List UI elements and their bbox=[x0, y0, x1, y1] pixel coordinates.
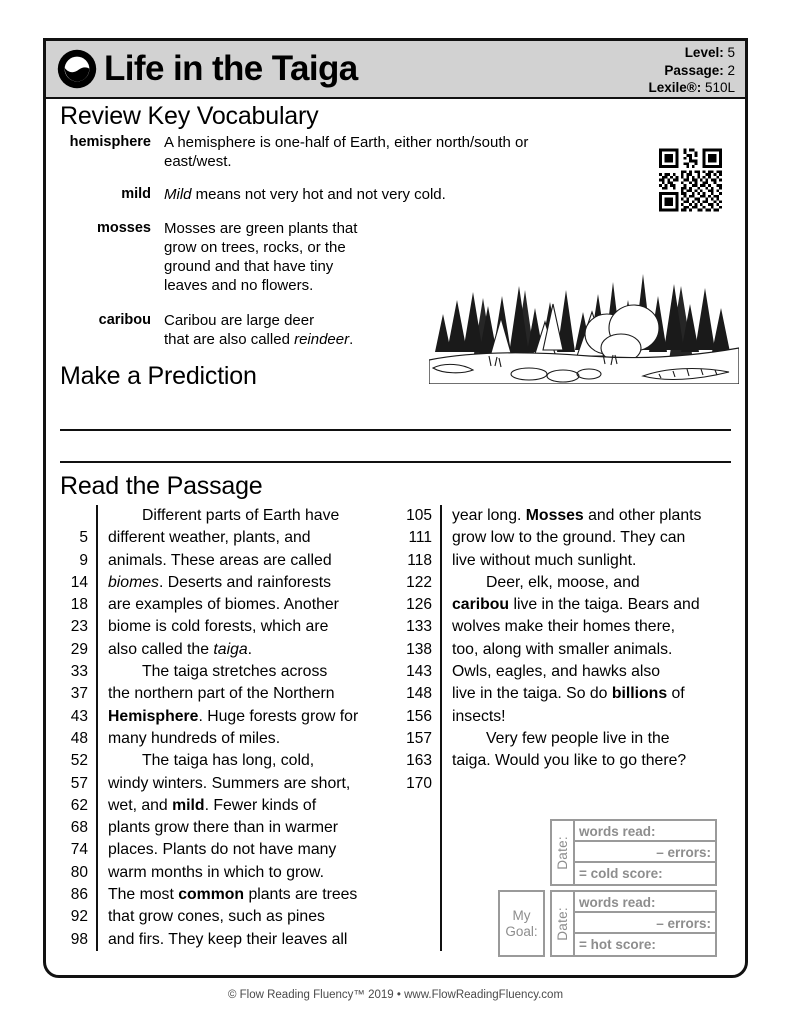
passage-line: live without much sunlight. bbox=[452, 551, 637, 569]
passage-line: warm months in which to grow. bbox=[108, 863, 324, 881]
passage-line: places. Plants do not have many bbox=[108, 841, 337, 859]
hot-errors[interactable]: – errors: bbox=[575, 913, 715, 934]
line-number: 133 bbox=[406, 618, 432, 636]
score-tracker bbox=[498, 815, 717, 957]
line-number: 126 bbox=[406, 596, 432, 614]
passage-line: Different parts of Earth have bbox=[142, 507, 340, 524]
line-number: 170 bbox=[406, 774, 432, 792]
passage-line: Deer, elk, moose, and bbox=[486, 573, 640, 591]
vocabulary-heading: Review Key Vocabulary bbox=[60, 102, 319, 130]
line-number bbox=[58, 505, 88, 527]
passage-line: many hundreds of miles. bbox=[108, 729, 281, 747]
meta-lexile-key: Lexile®: bbox=[648, 80, 702, 95]
line-number: 80 bbox=[70, 863, 88, 881]
line-number-column-left bbox=[58, 505, 96, 951]
vocab-definition: Mild means not very hot and not very cold. bbox=[164, 186, 446, 203]
meta-passage bbox=[648, 62, 735, 80]
vocab-term: mild bbox=[121, 186, 151, 202]
meta-level bbox=[648, 44, 735, 62]
cold-score-lines bbox=[575, 821, 715, 884]
line-number: 111 bbox=[408, 529, 432, 547]
passage-line: also called the taiga. bbox=[108, 640, 253, 658]
my-goal-box[interactable] bbox=[498, 890, 545, 957]
passage-line: different weather, plants, and bbox=[108, 529, 311, 547]
vocab-term: hemisphere bbox=[69, 134, 151, 150]
line-number: 57 bbox=[70, 774, 88, 792]
flow-drop-logo-icon bbox=[57, 49, 97, 89]
passage-line: The most common plants are trees bbox=[108, 886, 358, 904]
passage-line: The taiga has long, cold, bbox=[142, 752, 315, 770]
line-number: 52 bbox=[70, 752, 88, 770]
line-number-column-right bbox=[402, 505, 440, 951]
passage-line: caribou live in the taiga. Bears and bbox=[452, 596, 700, 614]
passage-line: wet, and mild. Fewer kinds of bbox=[108, 796, 317, 814]
line-number: 163 bbox=[406, 752, 432, 770]
date-cell-cold[interactable] bbox=[552, 821, 575, 884]
line-number: 148 bbox=[406, 685, 432, 703]
line-number: 122 bbox=[406, 573, 432, 591]
hot-score[interactable]: = hot score: bbox=[579, 937, 656, 952]
cold-errors[interactable]: – errors: bbox=[575, 842, 715, 863]
passage-text-left bbox=[98, 505, 380, 951]
passage-line bbox=[452, 773, 740, 795]
prediction-heading: Make a Prediction bbox=[60, 362, 257, 390]
worksheet-page bbox=[43, 38, 748, 1001]
prediction-write-line-2[interactable] bbox=[60, 461, 731, 463]
cold-score-block bbox=[550, 819, 717, 886]
date-cell-hot[interactable] bbox=[552, 892, 575, 955]
passage-line: biome is cold forests, which are bbox=[108, 618, 329, 636]
hot-score-lines bbox=[575, 892, 715, 955]
line-number: 23 bbox=[70, 618, 88, 636]
date-label: Date: bbox=[555, 906, 570, 941]
vocab-entry bbox=[46, 133, 745, 171]
line-number: 92 bbox=[70, 908, 88, 926]
prediction-spacer bbox=[46, 431, 745, 461]
vocabulary-list bbox=[46, 133, 745, 349]
passage-line: The taiga stretches across bbox=[142, 663, 328, 681]
header-meta bbox=[648, 44, 735, 97]
footer-copyright: © Flow Reading Fluency™ 2019 • www.FlowReadingFluency.com bbox=[227, 989, 564, 1001]
page-title: Life in the Taiga bbox=[104, 48, 358, 88]
line-number: 105 bbox=[406, 507, 432, 524]
date-label: Date: bbox=[555, 835, 570, 870]
passage-line: the northern part of the Northern bbox=[108, 685, 335, 703]
line-number: 9 bbox=[79, 551, 88, 569]
passage-line: wolves make their homes there, bbox=[452, 618, 676, 636]
cold-score[interactable]: = cold score: bbox=[579, 866, 663, 881]
line-number: 98 bbox=[70, 930, 88, 948]
meta-passage-value: 2 bbox=[727, 62, 735, 78]
passage-line: windy winters. Summers are short, bbox=[108, 774, 351, 792]
passage-line: Hemisphere. Huge forests grow for bbox=[108, 707, 359, 725]
passage-line: Owls, eagles, and hawks also bbox=[452, 663, 661, 681]
line-number: 29 bbox=[70, 640, 88, 658]
prediction-spacer bbox=[46, 393, 745, 429]
passage-column-left bbox=[58, 505, 380, 951]
vocab-term: caribou bbox=[98, 312, 151, 328]
passage-line: too, along with smaller animals. bbox=[452, 640, 673, 658]
line-number: 48 bbox=[70, 729, 88, 747]
meta-level-value: 5 bbox=[727, 45, 735, 60]
cold-words-read[interactable]: words read: bbox=[575, 821, 715, 842]
line-number: 86 bbox=[70, 886, 88, 904]
line-number: 14 bbox=[70, 573, 88, 591]
taiga-forest-illustration bbox=[429, 256, 739, 384]
page-header bbox=[46, 41, 745, 99]
my-goal-label-line1: My bbox=[512, 907, 531, 923]
meta-lexile-value: 510L bbox=[704, 80, 735, 95]
passage-line: year long. Mosses and other plants bbox=[452, 507, 702, 524]
score-row-cold bbox=[498, 819, 717, 886]
line-number: 62 bbox=[70, 796, 88, 814]
line-number: 118 bbox=[407, 551, 432, 569]
vocab-definition: A hemisphere is one-half of Earth, either north/south or east/west. bbox=[164, 134, 529, 170]
passage-line: are examples of biomes. Another bbox=[108, 596, 339, 614]
line-number: 143 bbox=[406, 663, 432, 681]
line-number: 37 bbox=[70, 685, 88, 703]
line-number: 74 bbox=[70, 841, 88, 859]
my-goal-label-line2: Goal: bbox=[505, 923, 538, 939]
passage-line: biomes. Deserts and rainforests bbox=[108, 573, 332, 591]
line-number: 33 bbox=[70, 663, 88, 681]
meta-passage-key: Passage: bbox=[664, 62, 724, 78]
meta-lexile bbox=[648, 79, 735, 97]
passage-line: insects! bbox=[452, 707, 506, 725]
meta-level-key: Level: bbox=[684, 45, 724, 60]
hot-score-block bbox=[550, 890, 717, 957]
vocab-definition: Mosses are green plants that grow on trees, rocks, or the ground and that have tiny leaves and no flowers. bbox=[164, 220, 358, 294]
passage-line: animals. These areas are called bbox=[108, 551, 332, 569]
line-number: 68 bbox=[70, 819, 88, 837]
passage-line: that grow cones, such as pines bbox=[108, 908, 325, 926]
line-number: 156 bbox=[406, 707, 432, 725]
line-number: 138 bbox=[406, 640, 432, 658]
passage-line: taiga. Would you like to go there? bbox=[452, 752, 687, 770]
passage-line: grow low to the ground. They can bbox=[452, 529, 686, 547]
vocab-definition: Caribou are large deer that are also called reindeer. bbox=[164, 312, 354, 348]
line-number: 157 bbox=[406, 729, 432, 747]
passage-line: live in the taiga. So do billions of bbox=[452, 685, 685, 703]
line-number: 43 bbox=[70, 707, 88, 725]
line-number: 18 bbox=[70, 596, 88, 614]
passage-heading: Read the Passage bbox=[60, 472, 263, 500]
line-number: 5 bbox=[79, 529, 88, 547]
passage-line: and firs. They keep their leaves all bbox=[108, 930, 348, 948]
vocab-entry bbox=[46, 185, 745, 204]
qr-code-icon[interactable] bbox=[648, 146, 733, 214]
vocab-term: mosses bbox=[96, 220, 151, 236]
score-row-hot bbox=[498, 890, 717, 957]
goal-spacer bbox=[498, 819, 550, 886]
hot-words-read[interactable]: words read: bbox=[575, 892, 715, 913]
passage-line: plants grow there than in warmer bbox=[108, 819, 339, 837]
passage-line: Very few people live in the bbox=[486, 729, 670, 747]
